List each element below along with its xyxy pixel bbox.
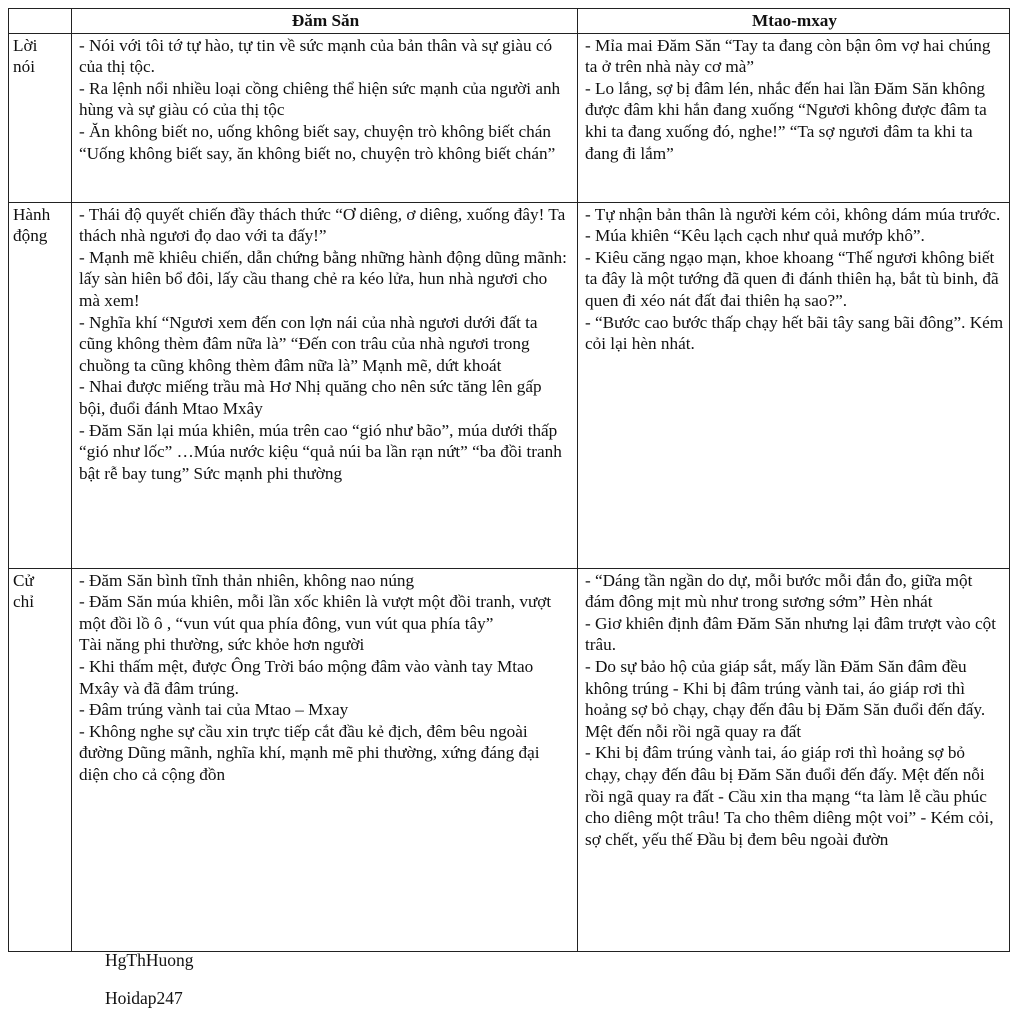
row-label-speech — [9, 33, 72, 202]
footer-author: HgThHuong — [105, 950, 194, 970]
cell-line: Tài năng phi thường, sức khỏe hơn người — [79, 635, 365, 655]
cell-line: - “Bước cao bước thấp chạy hết bãi tây sang bãi đông”. Kém cỏi lại hèn nhát. — [585, 312, 1004, 354]
row-label-line: chỉ — [13, 592, 34, 612]
cell-line: - Do sự bảo hộ của giáp sắt, mấy lần Đăm Săn đâm đều không trúng - Khi bị đâm trúng vành tai, áo giáp rơi thì hoảng sợ bỏ chạy, chạy đến đâu bị Đăm Săn đuổi đến đấy. Mệt đến nỗi rồi ngã quay ra đất — [585, 656, 986, 741]
row-label-action — [9, 202, 72, 568]
row-gesture — [9, 568, 1010, 951]
cell-mtao-mxay-gesture — [578, 568, 1010, 951]
row-label-line: Lời — [13, 35, 38, 55]
row-speech — [9, 33, 1010, 202]
row-label-line: Cử — [13, 570, 34, 590]
row-label-line: động — [13, 226, 48, 246]
row-label-line: Hành — [13, 204, 51, 224]
cell-line: - Lo lắng, sợ bị đâm lén, nhắc đến hai lần Đăm Săn không được đâm khi hắn đang xuống “Ngươi không được đâm ta khi ta đang xuống đó, nghe!” “Ta sợ ngươi đâm ta khi ta đang đi lắm” — [585, 78, 987, 163]
cell-line: - Đăm Săn bình tĩnh thản nhiên, không nao núng — [79, 570, 415, 590]
cell-line: - Đăm Săn múa khiên, mỗi lần xốc khiên là vượt một đồi tranh, vượt một đồi lồ ô , “vun vút qua phía đông, vun vút qua phía tây” — [79, 592, 552, 633]
cell-line: - Nhai được miếng trầu mà Hơ Nhị quăng cho nên sức tăng lên gấp bội, đuổi đánh Mtao Mxây — [79, 377, 542, 418]
cell-line: - Đăm Săn lại múa khiên, múa trên cao “gió như bão”, múa dưới thấp “gió như lốc” …Múa nước kiệu “quả núi ba lần rạn nứt” “ba đồi tranh bật rễ bay tung” Sức mạnh phi thường — [79, 420, 562, 483]
cell-line: - Khi bị đâm trúng vành tai, áo giáp rơi thì hoảng sợ bỏ chạy, chạy đến đâu bị Đăm Săn đuổi đến đấy. Mệt đến nỗi rồi ngã quay ra đất - Cầu xin tha mạng “ta làm lễ cầu phúc cho diêng một trâu! Ta cho thêm diêng một voi” - Kém cỏi, sợ chết, yếu thế Đầu bị đem bêu ngoài đườn — [585, 743, 994, 849]
cell-line: - “Dáng tần ngần do dự, mỗi bước mỗi đắn đo, giữa một đám đông mịt mù như trong sương sớm” Hèn nhát — [585, 570, 973, 612]
row-label-gesture — [9, 568, 72, 951]
cell-line: - Nói với tôi tớ tự hào, tự tin về sức mạnh của bản thân và sự giàu có của thị tộc. — [79, 35, 553, 77]
comparison-table — [8, 8, 1010, 952]
row-action — [9, 202, 1010, 568]
cell-dam-san-speech — [72, 33, 578, 202]
cell-line: - Giơ khiên định đâm Đăm Săn nhưng lại đâm trượt vào cột trâu. — [585, 613, 997, 655]
header-mtao-mxay: Mtao-mxay — [578, 9, 1010, 34]
header-dam-san: Đăm Săn — [72, 9, 578, 34]
cell-dam-san-action — [72, 202, 578, 568]
cell-line: - Mạnh mẽ khiêu chiến, dẫn chứng bằng những hành động dũng mãnh: lấy sàn hiên bổ đôi, lấy cầu thang chẻ ra kéo lửa, hun nhà ngươi cho mà xem! — [79, 247, 567, 310]
cell-line: - Nghĩa khí “Ngươi xem đến con lợn nái của nhà ngươi dưới đất ta cũng không thèm đâm nữa là” “Đến con trâu của nhà ngươi trong chuồng ta cũng không thèm đâm nữa là” Mạnh mẽ, dứt khoát — [79, 312, 538, 375]
cell-mtao-mxay-action — [578, 202, 1010, 568]
header-row — [9, 9, 1010, 34]
row-label-line: nói — [13, 57, 35, 77]
footer-source: Hoidap247 — [105, 988, 183, 1008]
cell-mtao-mxay-speech — [578, 33, 1010, 202]
cell-line: - Ăn không biết no, uống không biết say, chuyện trò không biết chán “Uống không biết say, ăn không biết no, chuyện trò không biết chán” — [79, 121, 556, 163]
cell-line: - Khi thấm mệt, được Ông Trời báo mộng đâm vào vành tay Mtao Mxây và đã đâm trúng. — [79, 656, 534, 698]
cell-dam-san-gesture — [72, 568, 578, 951]
cell-line: - Đâm trúng vành tai của Mtao – Mxay — [79, 700, 349, 720]
cell-line: - Thái độ quyết chiến đầy thách thức “Ơ diêng, ơ diêng, xuống đây! Ta thách nhà ngươi đọ dao với ta đấy!” — [79, 204, 566, 246]
header-empty — [9, 9, 72, 34]
cell-line: - Kiêu căng ngạo mạn, khoe khoang “Thế ngươi không biết ta đây là một tướng đã quen đi đánh thiên hạ, bắt tù binh, đã quen đi xéo nát đất đai thiên hạ sao?”. — [585, 247, 999, 310]
cell-line: - Mỉa mai Đăm Săn “Tay ta đang còn bận ôm vợ hai chúng ta ở trên nhà này cơ mà” — [585, 35, 991, 77]
cell-line: - Ra lệnh nổi nhiều loại cồng chiêng thể hiện sức mạnh của người anh hùng và sự giàu có của thị tộc — [79, 78, 561, 120]
cell-line: - Tự nhận bản thân là người kém cỏi, không dám múa trước. - Múa khiên “Kêu lạch cạch như quả mướp khô”. — [585, 204, 1001, 246]
cell-line: - Không nghe sự cầu xin trực tiếp cắt đầu kẻ địch, đêm bêu ngoài đường Dũng mãnh, nghĩa khí, mạnh mẽ phi thường, xứng đáng đại diện cho cả cộng đồn — [79, 721, 540, 784]
